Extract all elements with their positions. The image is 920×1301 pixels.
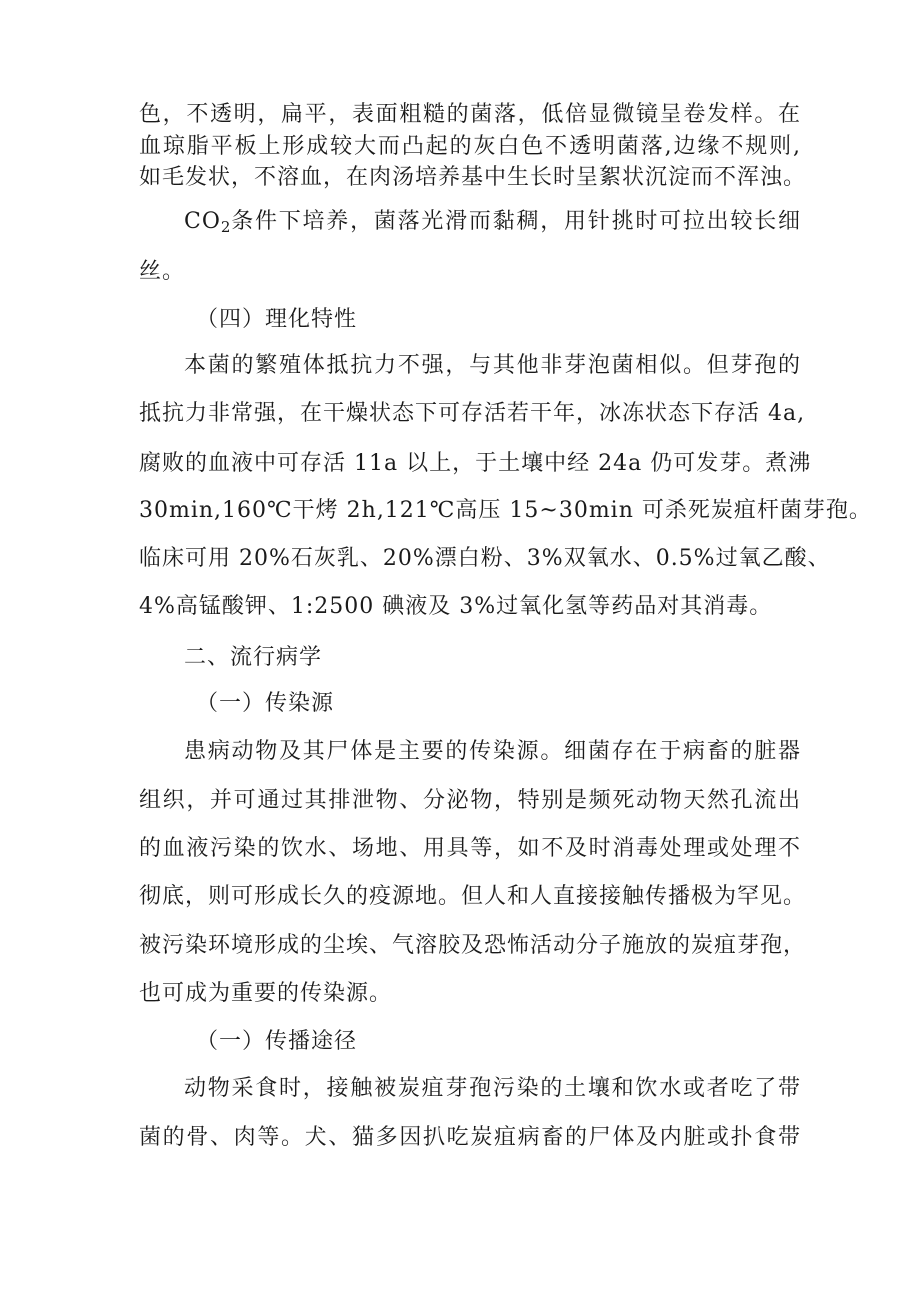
text-line: 腐败的血液中可存活 11a 以上，于土壤中经 24a 仍可发芽。煮沸 (139, 451, 812, 476)
text-line: 患病动物及其尸体是主要的传染源。细菌存在于病畜的脏器 (184, 739, 801, 764)
co2-line-rest: 条件下培养，菌落光滑而黏稠，用针挑时可拉出较长细 (230, 209, 801, 234)
section-heading-epidemiology: 二、流行病学 (184, 645, 323, 670)
section-heading-physicochemical: （四）理化特性 (196, 307, 358, 332)
co2-text: CO (184, 209, 221, 234)
text-line: 30min,160℃干烤 2h,121℃高压 15~30min 可杀死炭疽杆菌芽孢。 (139, 498, 872, 523)
text-line-co2 (184, 207, 801, 237)
text-line: 色，不透明，扁平，表面粗糙的菌落，低倍显微镜呈卷发样。在 (139, 102, 801, 127)
text-line: 菌的骨、肉等。犬、猫多因扒吃炭疽病畜的尸体及内脏或扑食带 (139, 1125, 801, 1150)
text-line: 抵抗力非常强，在干燥状态下可存活若干年，冰冻状态下存活 4a, (139, 401, 806, 426)
text-line: 4%高锰酸钾、1:2500 碘液及 3%过氧化氢等药品对其消毒。 (139, 594, 773, 619)
text-line: 被污染环境形成的尘埃、气溶胶及恐怖活动分子施放的炭疽芽孢， (139, 933, 807, 958)
text-line: 丝。 (139, 259, 186, 284)
section-heading-infection-source: （一）传染源 (196, 691, 335, 716)
text-line: 临床可用 20%石灰乳、20%漂白粉、3%双氧水、0.5%过氧乙酸、 (139, 546, 831, 571)
text-line: 动物采食时，接触被炭疽芽孢污染的土壤和饮水或者吃了带 (184, 1076, 801, 1101)
text-line: 血琼脂平板上形成较大而凸起的灰白色不透明菌落,边缘不规则, (139, 134, 801, 159)
text-line: 彻底，则可形成长久的疫源地。但人和人直接接触传播极为罕见。 (139, 884, 807, 909)
text-line: 也可成为重要的传染源。 (139, 981, 393, 1006)
text-line: 的血液污染的饮水、场地、用具等，如不及时消毒处理或处理不 (139, 836, 801, 861)
text-line: 如毛发状，不溶血，在肉汤培养基中生长时呈絮状沉淀而不浑浊。 (139, 165, 807, 190)
text-line: 本菌的繁殖体抵抗力不强，与其他非芽泡菌相似。但芽孢的 (184, 353, 801, 378)
section-heading-transmission-route: （一）传播途径 (196, 1029, 358, 1054)
co2-subscript: 2 (220, 218, 231, 236)
text-line: 组织，并可通过其排泄物、分泌物，特别是频死动物天然孔流出 (139, 788, 801, 813)
